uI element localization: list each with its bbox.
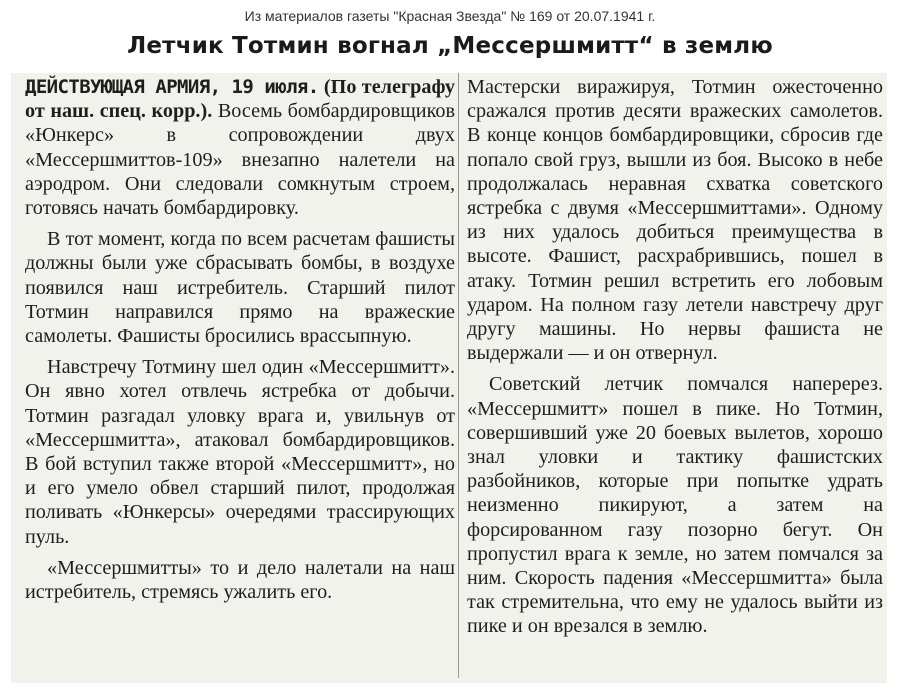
article-paragraph bbox=[25, 75, 455, 220]
byline: (По телеграфу от наш. спец. корр.). bbox=[25, 76, 455, 123]
article-paragraph: Навстречу Тотмину шел один «Мессершмитт». Он явно хотел отвлечь ястребка от добычи. Тотмин разгадал уловку врага и, увильнув от «Мессершмитта», атаковал бомбардировщиков. В бой вступил также второй «Мессершмитт», но и его умело обвел старший пилот, продолжая поливать «Юнкерсы» очередями трассирующих пуль. bbox=[25, 356, 455, 548]
dateline: ДЕЙСТВУЮЩАЯ АРМИЯ, 19 июля. bbox=[25, 76, 319, 98]
newspaper-clipping bbox=[11, 73, 887, 683]
article-paragraph: Советский летчик помчался наперерез. «Мессершмитт» пошел в пике. Но Тотмин, совершивший уже 20 боевых вылетов, хорошо знал уловки и тактику фашистских разбойников, которые при попытке удрать неизменно пикируют, а затем на форсированном газу позорно бегут. Он пропустил врага к земле, но затем помчался за ним. Скорость падения «Мессершмитта» была так стремительна, что ему не удалось выйти из пике и он врезался в землю. bbox=[467, 373, 883, 638]
article-paragraph: «Мессершмитты» то и дело налетали на наш истребитель, стремясь ужалить его. bbox=[25, 556, 455, 604]
column-divider bbox=[458, 73, 459, 678]
article-headline: Летчик Тотмин вогнал „Мессершмитт“ в землю bbox=[127, 33, 773, 59]
source-caption: Из материалов газеты "Красная Звезда" № 169 от 20.07.1941 г. bbox=[244, 8, 656, 24]
article-paragraph: Мастерски виражируя, Тотмин ожесточенно сражался против десяти вражеских самолетов. В конце концов бомбардировщики, сбросив где попало свой груз, вышли из боя. Высоко в небе продолжалась неравная схватка советского ястребка с двумя «Мессершмиттами». Одному из них удалось добиться преимущества в высоте. Фашист, расхрабрившись, пошел в атаку. Тотмин решил встретить его лобовым ударом. На полном газу летели навстречу друг другу машины. Но нервы фашиста не выдержали — и он отвернул. bbox=[467, 76, 883, 365]
paragraph-text: Восемь бомбардировщиков «Юнкерс» в сопровождении двух «Мессершмиттов-109» внезапно налетели на аэродром. Они следовали сомкнутым строем, готовясь начать бомбардировку. bbox=[25, 100, 455, 220]
article-paragraph: В тот момент, когда по всем расчетам фашисты должны были уже сбрасывать бомбы, в воздухе появился наш истребитель. Старший пилот Тотмин направился прямо на вражеские самолеты. Фашисты бросились врассыпную. bbox=[25, 228, 455, 348]
article-column-right bbox=[467, 75, 883, 646]
article-column-left bbox=[25, 75, 455, 611]
